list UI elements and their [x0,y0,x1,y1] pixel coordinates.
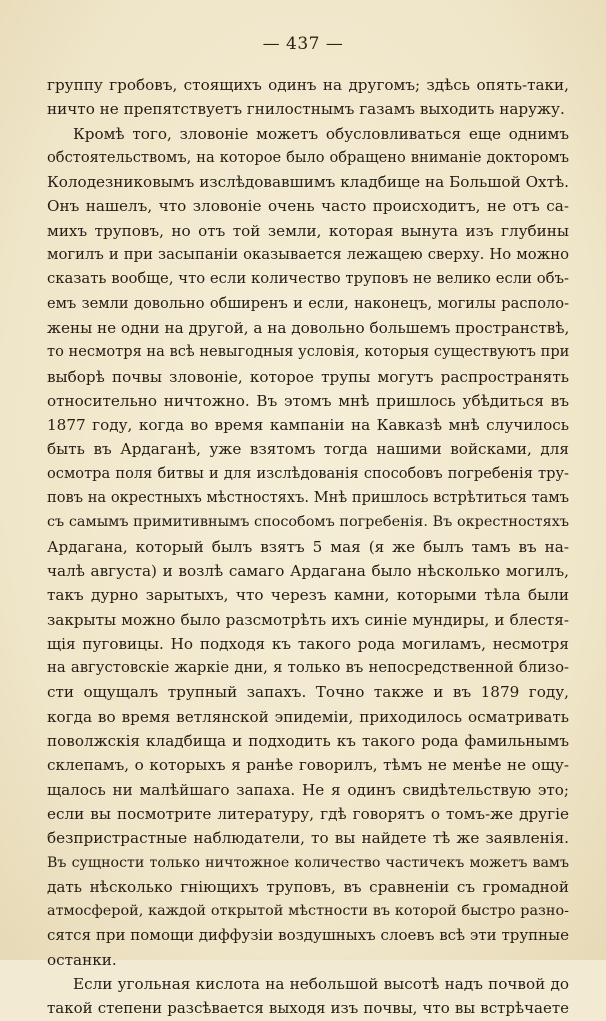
text-line: дать нѣсколько гніющихъ труповъ, въ сравненіи съ громадной [47,877,569,896]
text-line: щалось ни малѣйшаго запаха. Не я одинъ свидѣтельствую это; [47,780,569,799]
text-line: осмотра поля битвы и для изслѣдованія способовъ погребенія тру- [47,464,569,482]
text-line: атмосферой, каждой открытой мѣстности въ которой быстро разно- [47,903,569,920]
text-line: емъ земли довольно обширенъ и если, наконецъ, могилы располо- [47,294,569,312]
text-line: группу гробовъ, стоящихъ одинъ на другомъ; здѣсь опять-таки, [47,76,569,94]
text-line: жены не одни на другой, а на довольно большемъ пространствѣ, [47,318,570,337]
text-line: такъ дурно зарытыхъ, что черезъ камни, которыми тѣла были [47,586,569,605]
text-line: когда во время ветлянской эпидеміи, приходилось осматривать [47,707,569,726]
text-line: на августовскіе жаркіе дни, я только въ непосредственной близо- [47,659,569,677]
text-line: чалѣ августа) и возлѣ самаго Ардагана было нѣсколько могилъ, [47,561,569,580]
text-line: такой степени разсѣвается выходя изъ почвы, что вы встрѣчаете [47,999,569,1018]
text-line: останки. [47,950,117,969]
text-line: Въ сущности только ничтожное количество частичекъ можетъ вамъ [47,854,569,871]
text-line: быть въ Ардаганѣ, уже взятомъ тогда нашими войсками, для [47,440,569,459]
text-line: повъ на окрестныхъ мѣстностяхъ. Мнѣ пришлось встрѣтиться тамъ [47,489,569,507]
text-line: Колодезниковымъ изслѣдовавшимъ кладбище на Большой Охтѣ. [47,173,569,192]
text-line: безпристрастные наблюдатели, то вы найдете тѣ же заявленія. [47,829,569,848]
text-line: если вы посмотрите литературу, гдѣ говорятъ о томъ-же другіе [47,804,569,823]
text-line: относительно ничтожно. Въ этомъ мнѣ пришлось убѣдиться въ [47,391,569,410]
text-line: могилъ и при засыпаніи оказывается лежащею сверху. Но можно [47,246,569,264]
text-line: поволжскія кладбища и подходить къ такого рода фамильнымъ [47,732,569,751]
text-line: сказать вообще, что если количество труповъ не велико если объ- [47,270,569,288]
text-line: 1877 году, когда во время кампаніи на Кавказѣ мнѣ случилось [47,416,569,435]
text-line: закрыты можно было разсмотрѣть ихъ синіе мундиры, и блестя- [47,610,569,629]
page-number: — 437 — [262,34,344,54]
text-line: обстоятельствомъ, на которое было обращено вниманіе докторомъ [47,148,569,166]
text-line: Онъ нашелъ, что зловоніе очень часто происходитъ, не отъ са- [47,197,569,216]
text-body [47,73,569,1021]
text-line: сти ощущалъ трупный запахъ. Точно также и въ 1879 году, [47,683,569,702]
text-line: склепамъ, о которыхъ я ранѣе говорилъ, тѣмъ не менѣе не ощу- [47,756,569,775]
text-line: выборѣ почвы зловоніе, которое трупы могутъ распространять [47,367,569,386]
text-line: щія пуговицы. Но подходя къ такого рода могиламъ, несмотря [47,634,569,653]
text-line: ничто не препятствуетъ гнилостнымъ газамъ выходить наружу. [47,100,565,119]
text-line: михъ труповъ, но отъ той земли, которая вынута изъ глубины [47,221,569,240]
paragraph-start-line: Кромѣ того, зловоніе можетъ обусловливаться еще однимъ [73,124,569,143]
paragraph-start-line: Если угольная кислота на небольшой высотѣ надъ почвой до [73,974,569,993]
text-line: то несмотря на всѣ невыгодныя условія, которыя существуютъ при [47,343,570,361]
text-line: съ самымъ примитивнымъ способомъ погребенія. Въ окрестностяхъ [47,514,569,531]
text-line: Ардагана, который былъ взятъ 5 мая (я же былъ тамъ въ на- [47,537,569,556]
text-line: сятся при помощи диффузіи воздушныхъ слоевъ всѣ эти трупные [47,926,569,945]
